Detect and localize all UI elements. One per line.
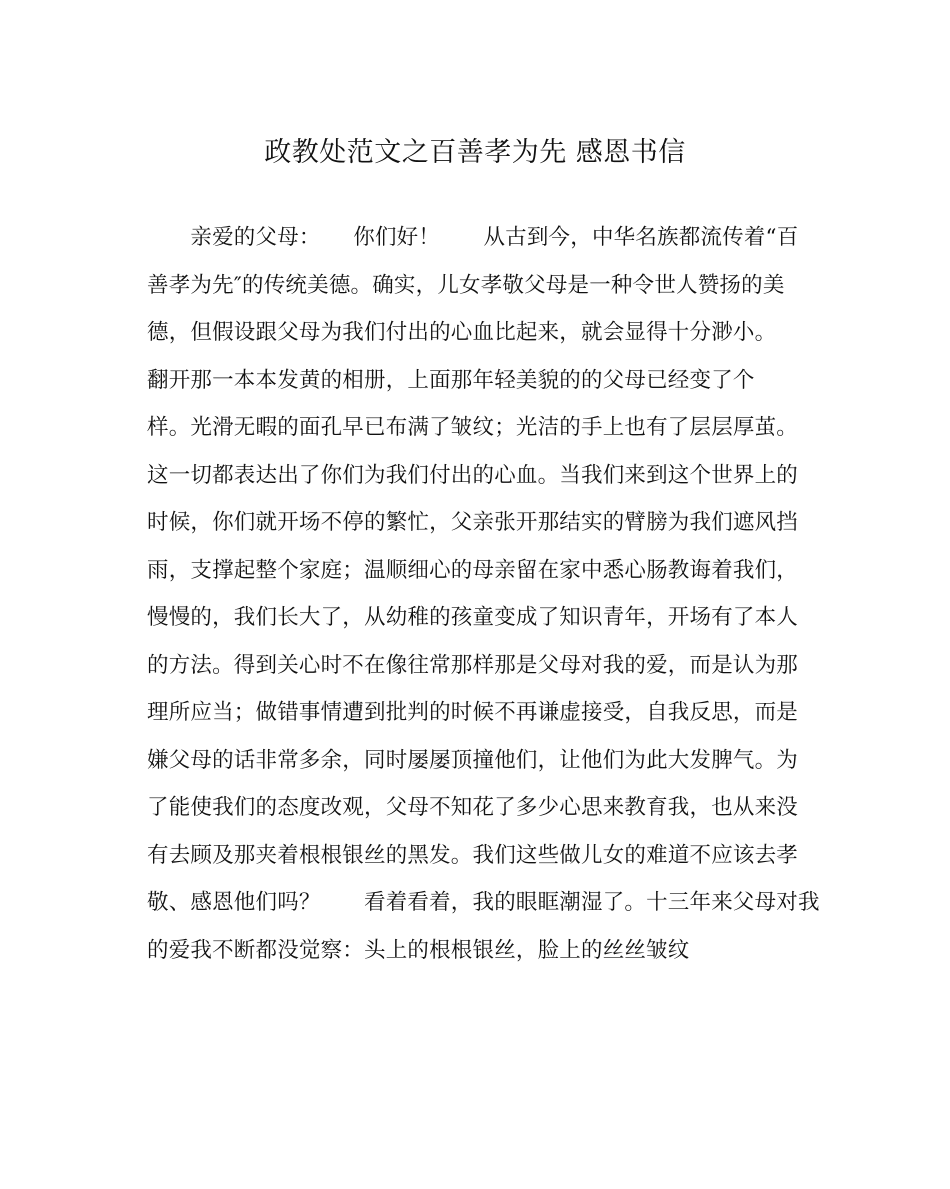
text-line: 德，但假设跟父母为我们付出的心血比起来，就会显得十分渺小。 — [147, 320, 777, 345]
text-line: 嫌父母的话非常多余，同时屡屡顶撞他们，让他们为此大发脾气。为 — [147, 747, 799, 773]
text-line: 敬、感恩他们吗？ 看着看着，我的眼眶潮湿了。十三年来父母对我 — [147, 890, 820, 915]
text-line: 亲爱的父母： 你们好！ 从古到今，中华名族都流传着“百 — [147, 225, 799, 250]
text-line: 这一切都表达出了你们为我们付出的心血。当我们来到这个世界上的 — [147, 462, 799, 488]
text-line: 慢慢的，我们长大了，从幼稚的孩童变成了知识青年，开场有了本人 — [147, 605, 799, 630]
text-line: 了能使我们的态度改观，父母不知花了多少心思来教育我，也从来没 — [147, 795, 799, 820]
text-line: 的爱我不断都没觉察：头上的根根银丝，脸上的丝丝皱纹 — [147, 937, 690, 963]
text-line: 的方法。得到关心时不在像往常那样那是父母对我的爱，而是认为那 — [147, 652, 799, 678]
letter-body — [147, 222, 827, 982]
document-title: 政教处范文之百善孝为先 感恩书信 — [264, 137, 686, 168]
text-line: 时候，你们就开场不停的繁忙，父亲张开那结实的臂膀为我们遮风挡 — [147, 510, 799, 535]
text-line: 雨，支撑起整个家庭；温顺细心的母亲留在家中悉心肠教诲着我们， — [147, 557, 799, 583]
text-line: 样。光滑无暇的面孔早已布满了皱纹；光洁的手上也有了层层厚茧。 — [147, 415, 799, 440]
text-line: 理所应当；做错事情遭到批判的时候不再谦虚接受，自我反思，而是 — [147, 700, 799, 725]
text-line: 翻开那一本本发黄的相册，上面那年轻美貌的的父母已经变了个 — [147, 367, 755, 393]
text-line: 有去顾及那夹着根根银丝的黑发。我们这些做儿女的难道不应该去孝 — [147, 842, 799, 868]
text-line: 善孝为先″的传统美德。确实，儿女孝敬父母是一种令世人赞扬的美 — [147, 272, 785, 298]
